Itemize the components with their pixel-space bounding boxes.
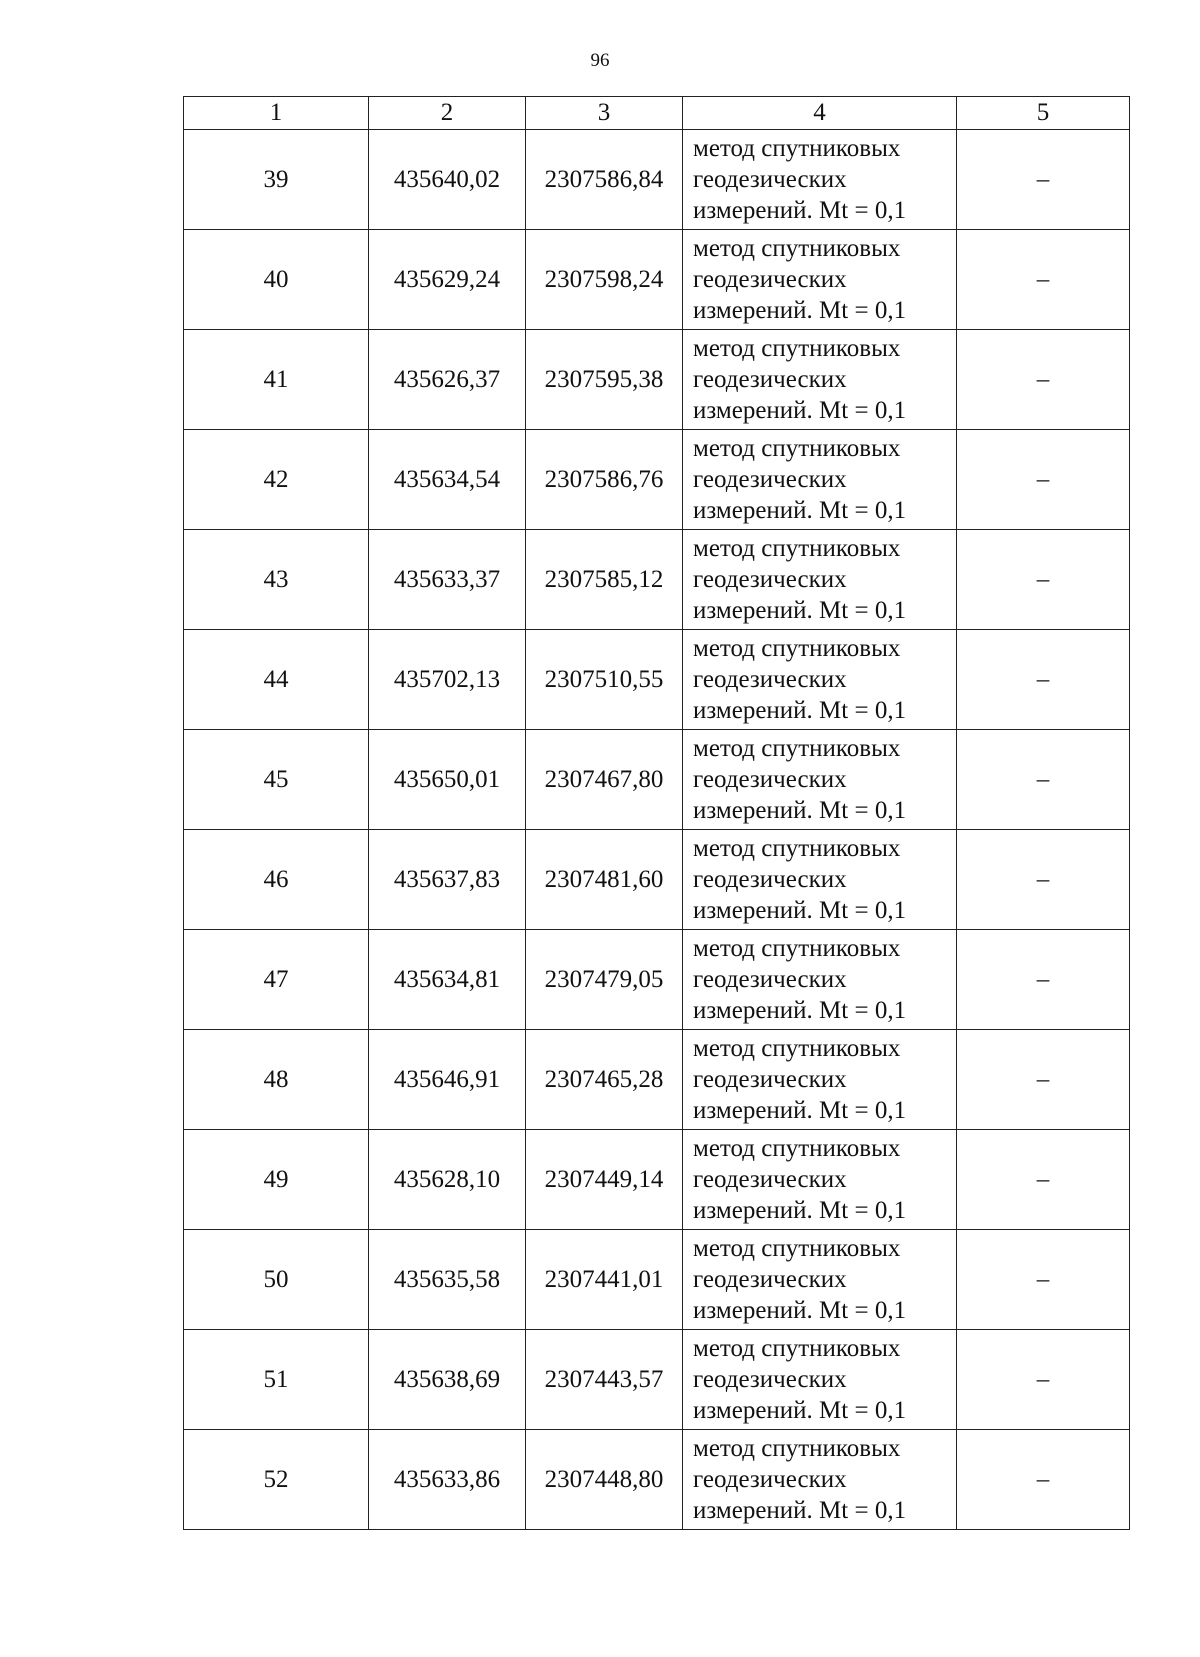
coordinates-table xyxy=(183,96,1130,1530)
coord-x-cell: 435634,54 xyxy=(369,430,526,530)
method-line: измерений. Mt = 0,1 xyxy=(693,1197,907,1224)
method-line: метод спутниковых xyxy=(693,335,901,362)
table-row xyxy=(184,730,1130,830)
method-line: измерений. Mt = 0,1 xyxy=(693,197,907,224)
method-cell xyxy=(683,1430,957,1530)
method-line: метод спутниковых xyxy=(693,635,901,662)
table-row xyxy=(184,430,1130,530)
table-row xyxy=(184,1130,1130,1230)
note-cell: – xyxy=(957,730,1130,830)
coord-y-cell: 2307448,80 xyxy=(526,1430,683,1530)
method-cell xyxy=(683,930,957,1030)
point-number-cell: 42 xyxy=(184,430,369,530)
note-cell: – xyxy=(957,930,1130,1030)
note-cell: – xyxy=(957,830,1130,930)
method-line: геодезических xyxy=(693,366,847,393)
coord-x-cell: 435637,83 xyxy=(369,830,526,930)
table-header xyxy=(184,97,1130,130)
method-line: измерений. Mt = 0,1 xyxy=(693,697,907,724)
method-line: метод спутниковых xyxy=(693,1335,901,1362)
method-line: геодезических xyxy=(693,966,847,993)
note-cell: – xyxy=(957,1030,1130,1130)
method-line: измерений. Mt = 0,1 xyxy=(693,1097,907,1124)
table-row xyxy=(184,130,1130,230)
note-cell: – xyxy=(957,230,1130,330)
method-cell xyxy=(683,1130,957,1230)
method-line: геодезических xyxy=(693,566,847,593)
method-line: измерений. Mt = 0,1 xyxy=(693,1297,907,1324)
coord-x-cell: 435629,24 xyxy=(369,230,526,330)
point-number-cell: 52 xyxy=(184,1430,369,1530)
coord-x-cell: 435634,81 xyxy=(369,930,526,1030)
point-number-cell: 44 xyxy=(184,630,369,730)
coord-x-cell: 435650,01 xyxy=(369,730,526,830)
method-line: измерений. Mt = 0,1 xyxy=(693,297,907,324)
coord-y-cell: 2307586,84 xyxy=(526,130,683,230)
header-col-1: 1 xyxy=(184,97,369,130)
header-row xyxy=(184,97,1130,130)
point-number-cell: 50 xyxy=(184,1230,369,1330)
coord-x-cell: 435635,58 xyxy=(369,1230,526,1330)
table-row xyxy=(184,1330,1130,1430)
method-cell xyxy=(683,1330,957,1430)
coord-y-cell: 2307441,01 xyxy=(526,1230,683,1330)
note-cell: – xyxy=(957,1230,1130,1330)
method-cell xyxy=(683,630,957,730)
method-line: метод спутниковых xyxy=(693,835,901,862)
table-body xyxy=(184,130,1130,1530)
method-line: геодезических xyxy=(693,866,847,893)
method-line: измерений. Mt = 0,1 xyxy=(693,1397,907,1424)
method-line: измерений. Mt = 0,1 xyxy=(693,897,907,924)
coord-y-cell: 2307465,28 xyxy=(526,1030,683,1130)
point-number-cell: 43 xyxy=(184,530,369,630)
method-cell xyxy=(683,830,957,930)
method-line: метод спутниковых xyxy=(693,1235,901,1262)
coord-y-cell: 2307467,80 xyxy=(526,730,683,830)
point-number-cell: 40 xyxy=(184,230,369,330)
coord-y-cell: 2307510,55 xyxy=(526,630,683,730)
table-row xyxy=(184,230,1130,330)
method-line: геодезических xyxy=(693,666,847,693)
coord-y-cell: 2307443,57 xyxy=(526,1330,683,1430)
point-number-cell: 39 xyxy=(184,130,369,230)
method-line: геодезических xyxy=(693,1366,847,1393)
method-line: метод спутниковых xyxy=(693,235,901,262)
method-cell xyxy=(683,730,957,830)
method-line: геодезических xyxy=(693,1466,847,1493)
table-row xyxy=(184,1030,1130,1130)
coord-y-cell: 2307449,14 xyxy=(526,1130,683,1230)
coord-x-cell: 435646,91 xyxy=(369,1030,526,1130)
table-row xyxy=(184,630,1130,730)
method-line: метод спутниковых xyxy=(693,1135,901,1162)
note-cell: – xyxy=(957,330,1130,430)
header-col-3: 3 xyxy=(526,97,683,130)
note-cell: – xyxy=(957,430,1130,530)
point-number-cell: 46 xyxy=(184,830,369,930)
method-line: измерений. Mt = 0,1 xyxy=(693,497,907,524)
method-line: измерений. Mt = 0,1 xyxy=(693,997,907,1024)
point-number-cell: 45 xyxy=(184,730,369,830)
point-number-cell: 41 xyxy=(184,330,369,430)
method-line: геодезических xyxy=(693,466,847,493)
note-cell: – xyxy=(957,630,1130,730)
method-line: геодезических xyxy=(693,1066,847,1093)
coord-x-cell: 435633,37 xyxy=(369,530,526,630)
method-line: измерений. Mt = 0,1 xyxy=(693,797,907,824)
table-row xyxy=(184,330,1130,430)
header-col-4: 4 xyxy=(683,97,957,130)
method-line: метод спутниковых xyxy=(693,1035,901,1062)
method-line: измерений. Mt = 0,1 xyxy=(693,397,907,424)
method-line: метод спутниковых xyxy=(693,535,901,562)
coord-x-cell: 435702,13 xyxy=(369,630,526,730)
method-line: метод спутниковых xyxy=(693,435,901,462)
coord-x-cell: 435633,86 xyxy=(369,1430,526,1530)
coord-y-cell: 2307598,24 xyxy=(526,230,683,330)
note-cell: – xyxy=(957,1430,1130,1530)
note-cell: – xyxy=(957,530,1130,630)
coord-y-cell: 2307479,05 xyxy=(526,930,683,1030)
coord-x-cell: 435626,37 xyxy=(369,330,526,430)
table-row xyxy=(184,930,1130,1030)
header-col-2: 2 xyxy=(369,97,526,130)
method-line: метод спутниковых xyxy=(693,935,901,962)
method-line: метод спутниковых xyxy=(693,1435,901,1462)
coord-x-cell: 435628,10 xyxy=(369,1130,526,1230)
table-row xyxy=(184,1230,1130,1330)
method-cell xyxy=(683,1230,957,1330)
method-cell xyxy=(683,230,957,330)
method-cell xyxy=(683,430,957,530)
coord-y-cell: 2307585,12 xyxy=(526,530,683,630)
point-number-cell: 48 xyxy=(184,1030,369,1130)
note-cell: – xyxy=(957,1130,1130,1230)
coord-x-cell: 435640,02 xyxy=(369,130,526,230)
point-number-cell: 49 xyxy=(184,1130,369,1230)
method-cell xyxy=(683,1030,957,1130)
method-line: геодезических xyxy=(693,266,847,293)
coord-x-cell: 435638,69 xyxy=(369,1330,526,1430)
coord-y-cell: 2307481,60 xyxy=(526,830,683,930)
point-number-cell: 51 xyxy=(184,1330,369,1430)
note-cell: – xyxy=(957,130,1130,230)
page-number: 96 xyxy=(590,50,610,71)
table-row xyxy=(184,830,1130,930)
coord-y-cell: 2307595,38 xyxy=(526,330,683,430)
method-line: геодезических xyxy=(693,1166,847,1193)
method-line: измерений. Mt = 0,1 xyxy=(693,1497,907,1524)
method-line: геодезических xyxy=(693,1266,847,1293)
method-line: геодезических xyxy=(693,166,847,193)
note-cell: – xyxy=(957,1330,1130,1430)
method-cell xyxy=(683,330,957,430)
method-line: геодезических xyxy=(693,766,847,793)
method-line: метод спутниковых xyxy=(693,735,901,762)
table-row xyxy=(184,530,1130,630)
method-line: метод спутниковых xyxy=(693,135,901,162)
method-line: измерений. Mt = 0,1 xyxy=(693,597,907,624)
header-col-5: 5 xyxy=(957,97,1130,130)
method-cell xyxy=(683,530,957,630)
coord-y-cell: 2307586,76 xyxy=(526,430,683,530)
point-number-cell: 47 xyxy=(184,930,369,1030)
table-row xyxy=(184,1430,1130,1530)
method-cell xyxy=(683,130,957,230)
